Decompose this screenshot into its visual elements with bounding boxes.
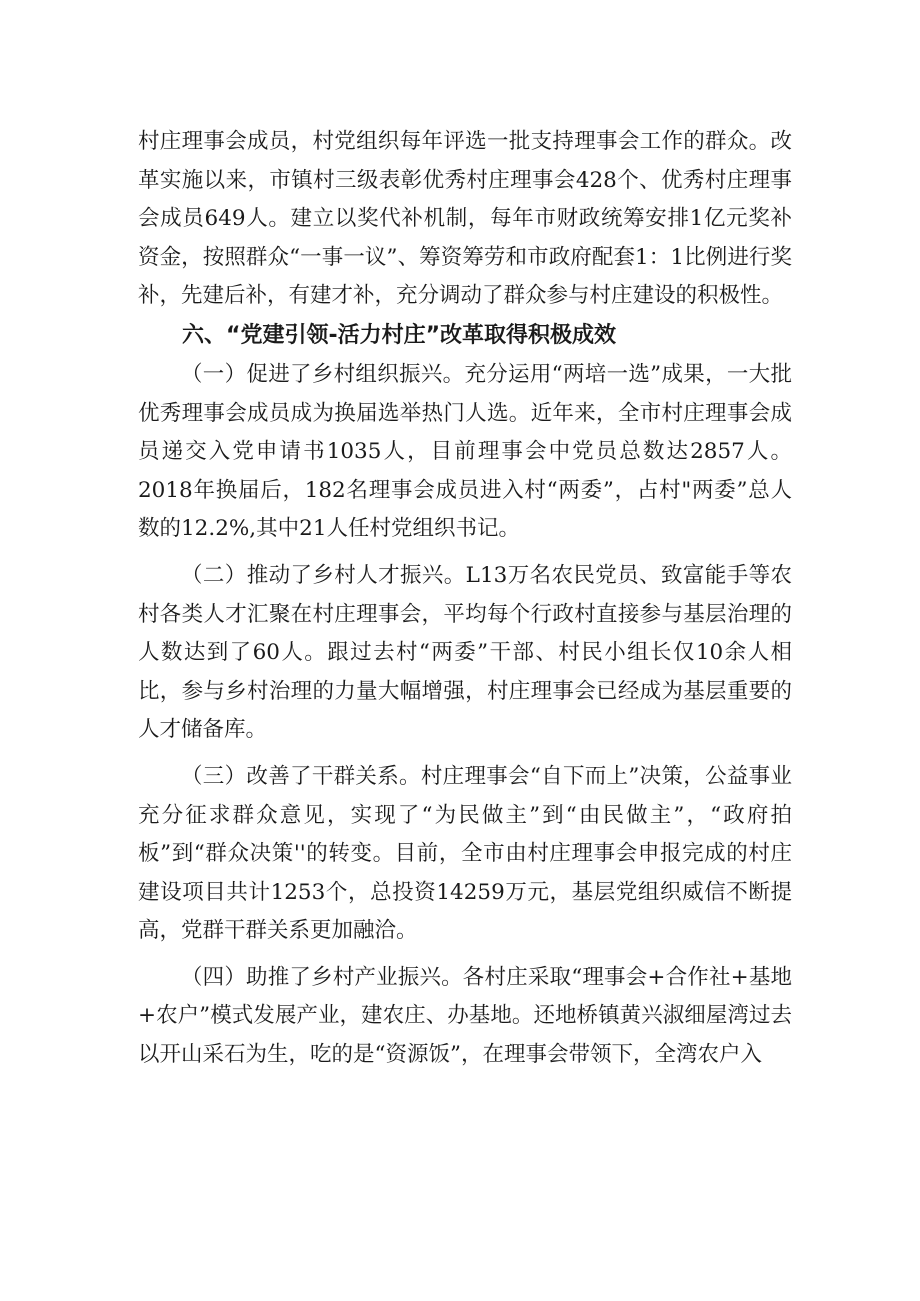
continuation-paragraph: 村庄理事会成员，村党组织每年评选一批支持理事会工作的群众。改革实施以来，市镇村三级表彰优秀村庄理事会428个、优秀村庄理事会成员649人。建立以奖代补机制，每年市财政统筹安排1亿元奖补资金，按照群众“一事一议”、筹资筹劳和市政府配套1：1比例进行奖补，先建后补，有建才补，充分调动了群众参与村庄建设的积极性。: [138, 129, 792, 309]
paragraph-talent-revitalization: （二）推动了乡村人才振兴。L13万名农民党员、致富能手等农村各类人才汇聚在村庄理事会，平均每个行政村直接参与基层治理的人数达到了60人。跟过去村“两委”干部、村民小组长仅10余人相比，参与乡村治理的力量大幅增强，村庄理事会已经成为基层重要的人才储备库。: [138, 562, 792, 743]
paragraph-organization-revitalization: （一）促进了乡村组织振兴。充分运用“两培一选”成果，一大批优秀理事会成员成为换届选举热门人选。近年来，全市村庄理事会成员递交入党申请书1035人，目前理事会中党员总数达2857人。2018年换届后，182名理事会成员进入村“两委”，占村"两委”总人数的12.2%,其中21人任村党组织书记。: [138, 361, 792, 542]
paragraph-cadre-relations: （三）改善了干群关系。村庄理事会“自下而上”决策，公益事业充分征求群众意见，实现了“为民做主”到“由民做主”，“政府拍板”到“群众决策''的转变。目前，全市由村庄理事会申报完成的村庄建设项目共计1253个，总投资14259万元，基层党组织威信不断提高，党群干群关系更加融洽。: [138, 763, 792, 944]
paragraph-industry-revitalization: （四）助推了乡村产业振兴。各村庄采取“理事会+合作社+基地+农户”模式发展产业，建农庄、办基地。还地桥镇黄兴淑细屋湾过去以开山采石为生，吃的是“资源饭”，在理事会带领下，全湾农户入: [138, 964, 792, 1068]
section-heading: 六、“党建引领-活力村庄”改革取得积极成效: [182, 322, 617, 348]
document-body: [138, 123, 792, 1075]
